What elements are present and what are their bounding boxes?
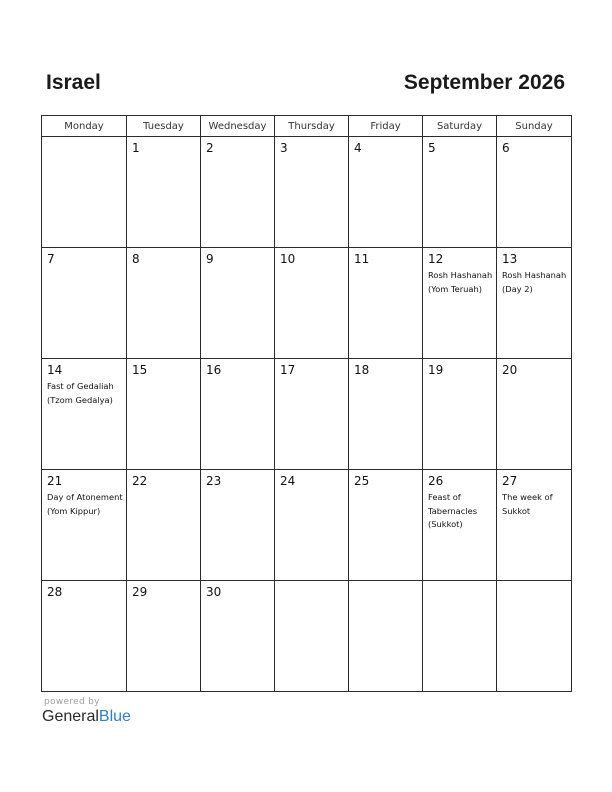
day-cell [349, 470, 423, 581]
day-number: 30 [206, 585, 222, 599]
holiday-event: Rosh Hashanah (Day 2) [502, 270, 567, 294]
holiday-event: Day of Atonement (Yom Kippur) [47, 492, 123, 516]
empty-day-cell [349, 581, 423, 692]
day-number: 21 [47, 474, 63, 488]
day-number: 1 [132, 141, 140, 155]
holiday-event: Rosh Hashanah (Yom Teruah) [428, 270, 493, 294]
day-cell [349, 137, 423, 248]
day-number: 12 [428, 252, 444, 266]
day-number: 9 [206, 252, 214, 266]
country-title: Israel [46, 71, 101, 94]
week-row [42, 581, 572, 692]
week-row [42, 137, 572, 248]
day-number: 27 [502, 474, 518, 488]
day-cell [42, 359, 127, 470]
day-cell [42, 248, 127, 359]
weekday-wednesday: Wednesday [201, 116, 275, 137]
day-number: 5 [428, 141, 436, 155]
day-cell [127, 359, 201, 470]
day-cell [42, 470, 127, 581]
day-number: 6 [502, 141, 510, 155]
day-cell [275, 470, 349, 581]
brand-general-text: General [42, 708, 99, 725]
day-number: 7 [47, 252, 55, 266]
month-year-title: September 2026 [403, 71, 565, 94]
day-cell [423, 137, 497, 248]
weekday-header-row [42, 116, 572, 137]
day-cell [127, 137, 201, 248]
day-cell [201, 470, 275, 581]
day-number: 20 [502, 363, 518, 377]
day-number: 16 [206, 363, 222, 377]
week-row [42, 248, 572, 359]
weekday-saturday: Saturday [423, 116, 497, 137]
day-cell [127, 581, 201, 692]
empty-day-cell [275, 581, 349, 692]
weekday-tuesday: Tuesday [127, 116, 201, 137]
day-cell [423, 248, 497, 359]
holiday-event: Feast of Tabernacles (Sukkot) [428, 492, 478, 529]
calendar-grid [41, 115, 572, 692]
day-number: 13 [502, 252, 518, 266]
day-number: 22 [132, 474, 148, 488]
day-number: 2 [206, 141, 214, 155]
day-cell [497, 137, 572, 248]
day-number: 18 [354, 363, 370, 377]
week-row [42, 359, 572, 470]
day-number: 26 [428, 474, 444, 488]
day-number: 14 [47, 363, 63, 377]
day-number: 29 [132, 585, 148, 599]
generalblue-logo[interactable] [42, 708, 131, 726]
weekday-friday: Friday [349, 116, 423, 137]
day-number: 4 [354, 141, 362, 155]
day-number: 23 [206, 474, 222, 488]
day-number: 11 [354, 252, 370, 266]
day-cell [423, 470, 497, 581]
day-cell [127, 248, 201, 359]
day-cell [201, 137, 275, 248]
day-cell [42, 581, 127, 692]
holiday-event: Fast of Gedaliah (Tzom Gedalya) [47, 381, 114, 405]
day-cell [275, 359, 349, 470]
day-number: 25 [354, 474, 370, 488]
weekday-thursday: Thursday [275, 116, 349, 137]
day-cell [127, 470, 201, 581]
holiday-event: The week of Sukkot [502, 492, 553, 516]
week-row [42, 470, 572, 581]
powered-by-label: powered by [44, 697, 100, 707]
empty-day-cell [497, 581, 572, 692]
day-number: 28 [47, 585, 63, 599]
day-number: 10 [280, 252, 296, 266]
day-number: 15 [132, 363, 148, 377]
day-cell [349, 248, 423, 359]
day-cell [275, 137, 349, 248]
day-cell [497, 248, 572, 359]
weekday-sunday: Sunday [497, 116, 572, 137]
day-cell [201, 359, 275, 470]
day-cell [497, 359, 572, 470]
day-number: 17 [280, 363, 296, 377]
day-cell [275, 248, 349, 359]
day-number: 24 [280, 474, 296, 488]
day-cell [201, 581, 275, 692]
empty-day-cell [42, 137, 127, 248]
day-number: 8 [132, 252, 140, 266]
day-number: 3 [280, 141, 288, 155]
brand-blue-text: Blue [98, 708, 131, 725]
day-cell [497, 470, 572, 581]
day-number: 19 [428, 363, 444, 377]
empty-day-cell [423, 581, 497, 692]
day-cell [349, 359, 423, 470]
day-cell [201, 248, 275, 359]
day-cell [423, 359, 497, 470]
weekday-monday: Monday [42, 116, 127, 137]
